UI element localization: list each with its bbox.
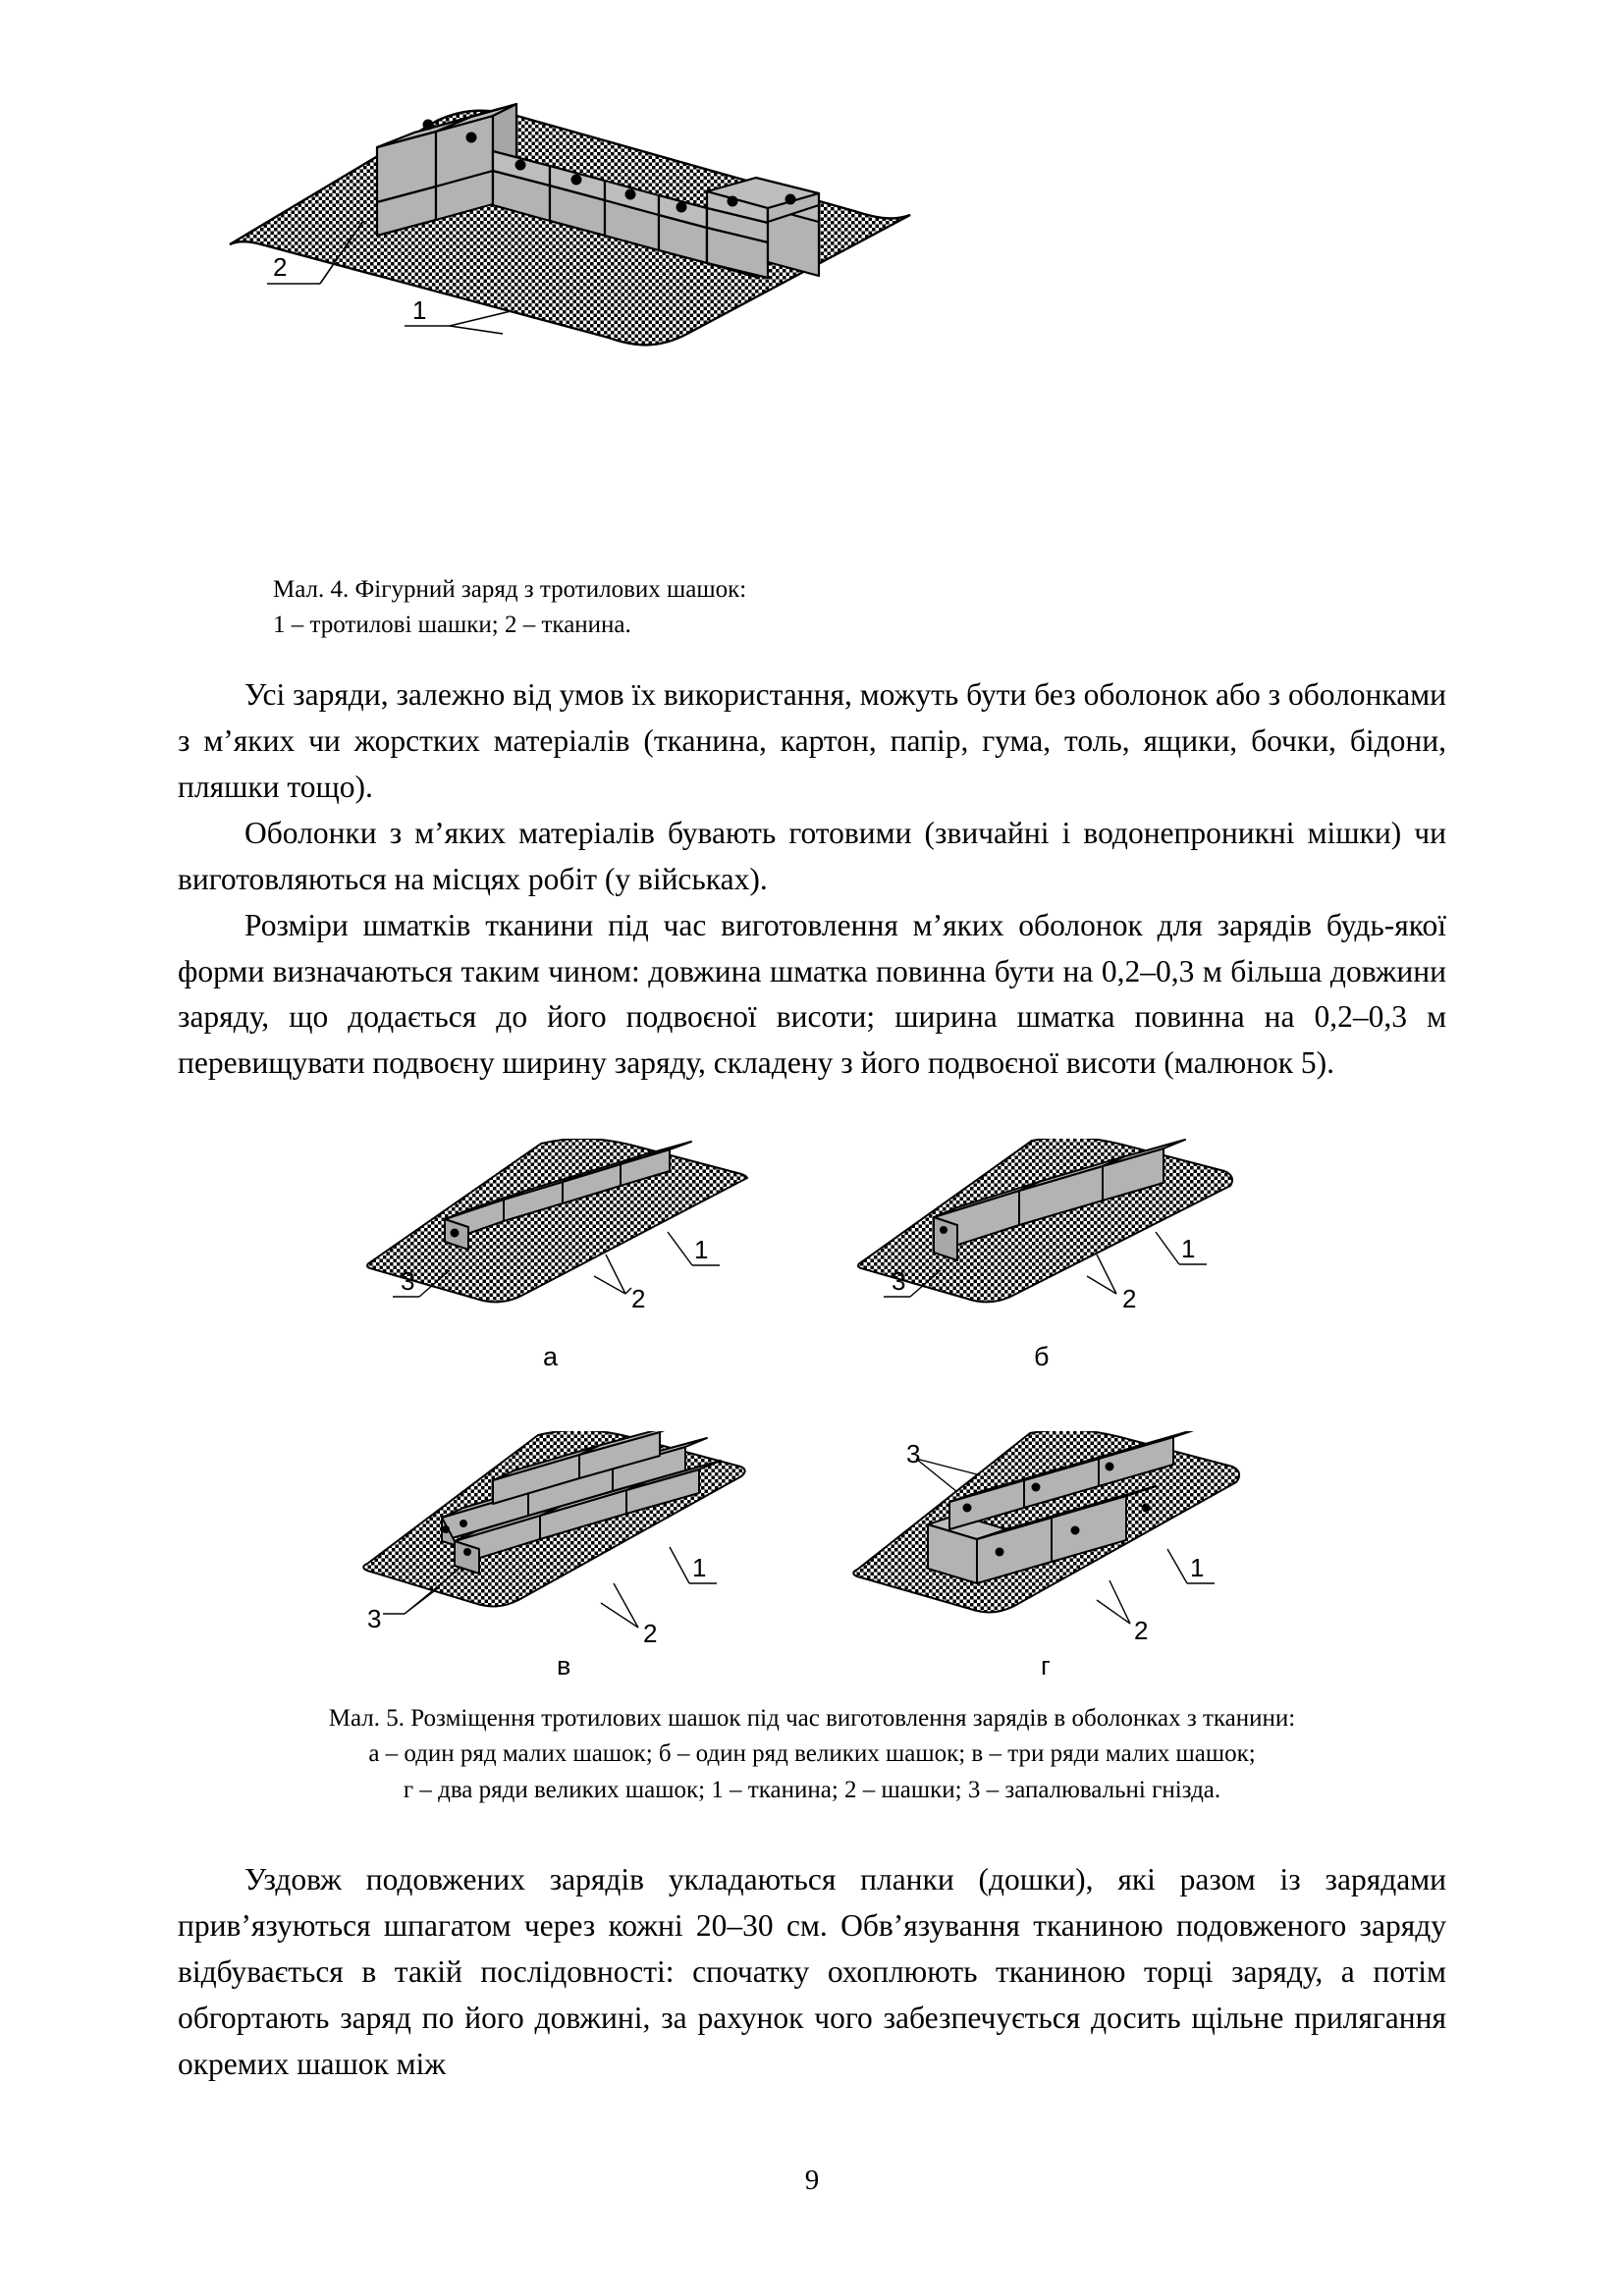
callout-2-label: 2	[631, 1284, 646, 1313]
figure-5-panel-g	[839, 1431, 1247, 1652]
figure-4-caption	[273, 572, 1353, 644]
callout-3-label: 3	[906, 1439, 921, 1468]
callout-2-label: 2	[1122, 1284, 1137, 1313]
figure-4-drawing	[226, 83, 913, 368]
figure-5-sub-label-v: в	[557, 1651, 571, 1681]
figure-5-panel-g-drawing	[839, 1431, 1247, 1652]
figure-5-sub-label-g: г	[1041, 1651, 1051, 1681]
figure-5-panel-b-drawing	[839, 1139, 1242, 1345]
figure-4	[226, 83, 913, 368]
paragraph-3: Розміри шматків тканини під час виготовлення м’яких оболонок для зарядів будь-якої форми визначаються таким чином: довжина шматка повинна бути на 0,2–0,3 м більша довжини заряду, що додається до його подвоєної висоти; ширина шматка повинна на 0,2–0,3 м перевищувати подвоєну ширину заряду, складену з його подвоєної висоти (малюнок 5).	[178, 907, 1446, 1081]
figure-5-panel-a	[349, 1139, 751, 1345]
figure-5-panel-v	[344, 1431, 751, 1652]
callout-1-label: 1	[1190, 1553, 1205, 1582]
figure-4-caption-line-1: Мал. 4. Фігурний заряд з тротилових шашок:	[273, 576, 747, 603]
callout-2-label: 2	[273, 252, 288, 282]
callout-3-label: 3	[892, 1266, 906, 1296]
figure-5-caption-line-3: г – два ряди великих шашок; 1 – тканина; 2 – шашки; 3 – запалювальні гнізда.	[403, 1776, 1221, 1803]
callout-2-label: 2	[1134, 1616, 1149, 1645]
figure-5-caption-line-1: Мал. 5. Розміщення тротилових шашок під час виготовлення зарядів в оболонках з тканини:	[328, 1705, 1296, 1732]
charge-block-tail	[707, 178, 819, 278]
callout-1-label: 1	[694, 1235, 709, 1264]
callout-1-label: 1	[412, 295, 427, 325]
figure-5-panel-v-drawing	[344, 1431, 751, 1652]
body-text-lower	[178, 1857, 1446, 2088]
callout-1-label: 1	[1181, 1234, 1196, 1263]
figure-5-sub-label-a: а	[543, 1342, 559, 1371]
figure-5-panel-b	[839, 1139, 1242, 1345]
fabric-sheet	[367, 1139, 747, 1302]
figure-5-caption-line-2: а – один ряд малих шашок; б – один ряд великих шашок; в – три ряди малих шашок;	[368, 1740, 1256, 1768]
figure-5-caption	[174, 1701, 1450, 1808]
fabric-sheet	[858, 1139, 1232, 1302]
figure-4-caption-line-2: 1 – тротилові шашки; 2 – тканина.	[273, 612, 631, 639]
body-text-upper	[178, 672, 1446, 1087]
callout-2-label: 2	[643, 1619, 658, 1648]
page-number: 9	[804, 2164, 820, 2196]
figure-5-panel-a-drawing	[349, 1139, 751, 1345]
callout-1-label: 1	[692, 1553, 707, 1582]
paragraph-1: Усі заряди, залежно від умов їх використання, можуть бути без оболонок або з оболонками з м’яких чи жорстких матеріалів (тканина, картон, папір, гума, толь, ящики, бочки, бідони, пляшки тощо).	[178, 677, 1446, 804]
callout-3-label: 3	[367, 1604, 382, 1633]
figure-5-sub-label-b: б	[1034, 1342, 1050, 1371]
paragraph-4: Уздовж подовжених зарядів укладаються планки (дошки), які разом із зарядами прив’язуються шпагатом через кожні 20–30 см. Обв’язування тканиною подовженого заряду відбувається в такій послідовності: спочатку охоплюють тканиною торці заряду, а потім обгортають заряд по його довжині, за рахунок чого забезпечується досить щільне прилягання окремих шашок між	[178, 1862, 1446, 2081]
callout-3-label: 3	[401, 1266, 415, 1296]
paragraph-2: Оболонки з м’яких матеріалів бувають готовими (звичайні і водонепроникні мішки) чи виготовляються на місцях робіт (у військах).	[178, 815, 1446, 896]
